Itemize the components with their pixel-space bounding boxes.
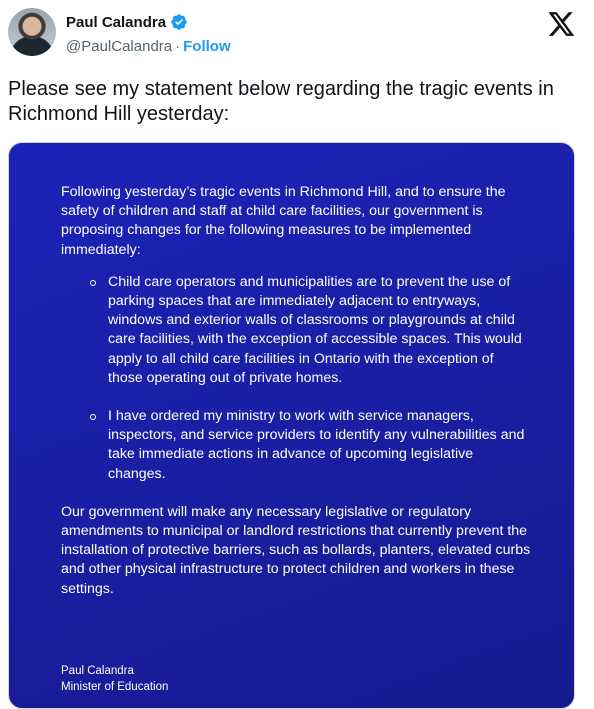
signature-name: Paul Calandra	[61, 665, 134, 677]
statement-bullet-text: Child care operators and municipalities are to prevent the use of parking spaces that are immediately adjacent to entryways, windows and exterior walls of classrooms or playgrounds at child care facilities, with the exception of accessible spaces. This would apply to all child care facilities in Ontario with the exception of those operating out of private homes.	[108, 273, 522, 386]
statement-bullet	[88, 273, 531, 388]
statement-body	[61, 183, 531, 599]
statement-bullet-list	[61, 273, 531, 484]
statement-bullet	[88, 407, 531, 484]
separator-dot: ·	[175, 38, 181, 55]
author-handle[interactable]: @PaulCalandra	[66, 38, 173, 55]
verified-badge-icon	[170, 13, 188, 31]
bullet-icon	[90, 414, 96, 420]
avatar[interactable]	[8, 8, 56, 56]
x-logo-icon[interactable]	[549, 12, 575, 36]
statement-image[interactable]	[8, 142, 575, 709]
author-handle-row	[66, 38, 231, 55]
statement-intro: Following yesterday’s tragic events in Richmond Hill, and to ensure the safety of children and staff at child care facilities, our government is proposing changes for the following measures to be implemented immediately:	[61, 184, 506, 258]
author-display-name[interactable]: Paul Calandra	[66, 13, 167, 31]
follow-button[interactable]: Follow	[183, 38, 231, 55]
statement-signature	[61, 663, 168, 695]
tweet-text: Please see my statement below regarding the tragic events in Richmond Hill yesterday:	[8, 78, 554, 125]
bullet-icon	[90, 280, 96, 286]
signature-title: Minister of Education	[61, 681, 169, 693]
statement-bullet-text: I have ordered my ministry to work with service managers, inspectors, and service providers to identify any vulnerabilities and take immediate actions in advance of upcoming legislative changes.	[108, 408, 525, 482]
statement-outro: Our government will make any necessary legislative or regulatory amendments to municipal or landlord restrictions that currently prevent the installation of protective barriers, such as bollards, planters, elevated curbs and other physical infrastructure to protect children and workers in these settings.	[61, 503, 531, 597]
tweet-header	[0, 0, 594, 70]
author-name-row	[66, 13, 188, 31]
